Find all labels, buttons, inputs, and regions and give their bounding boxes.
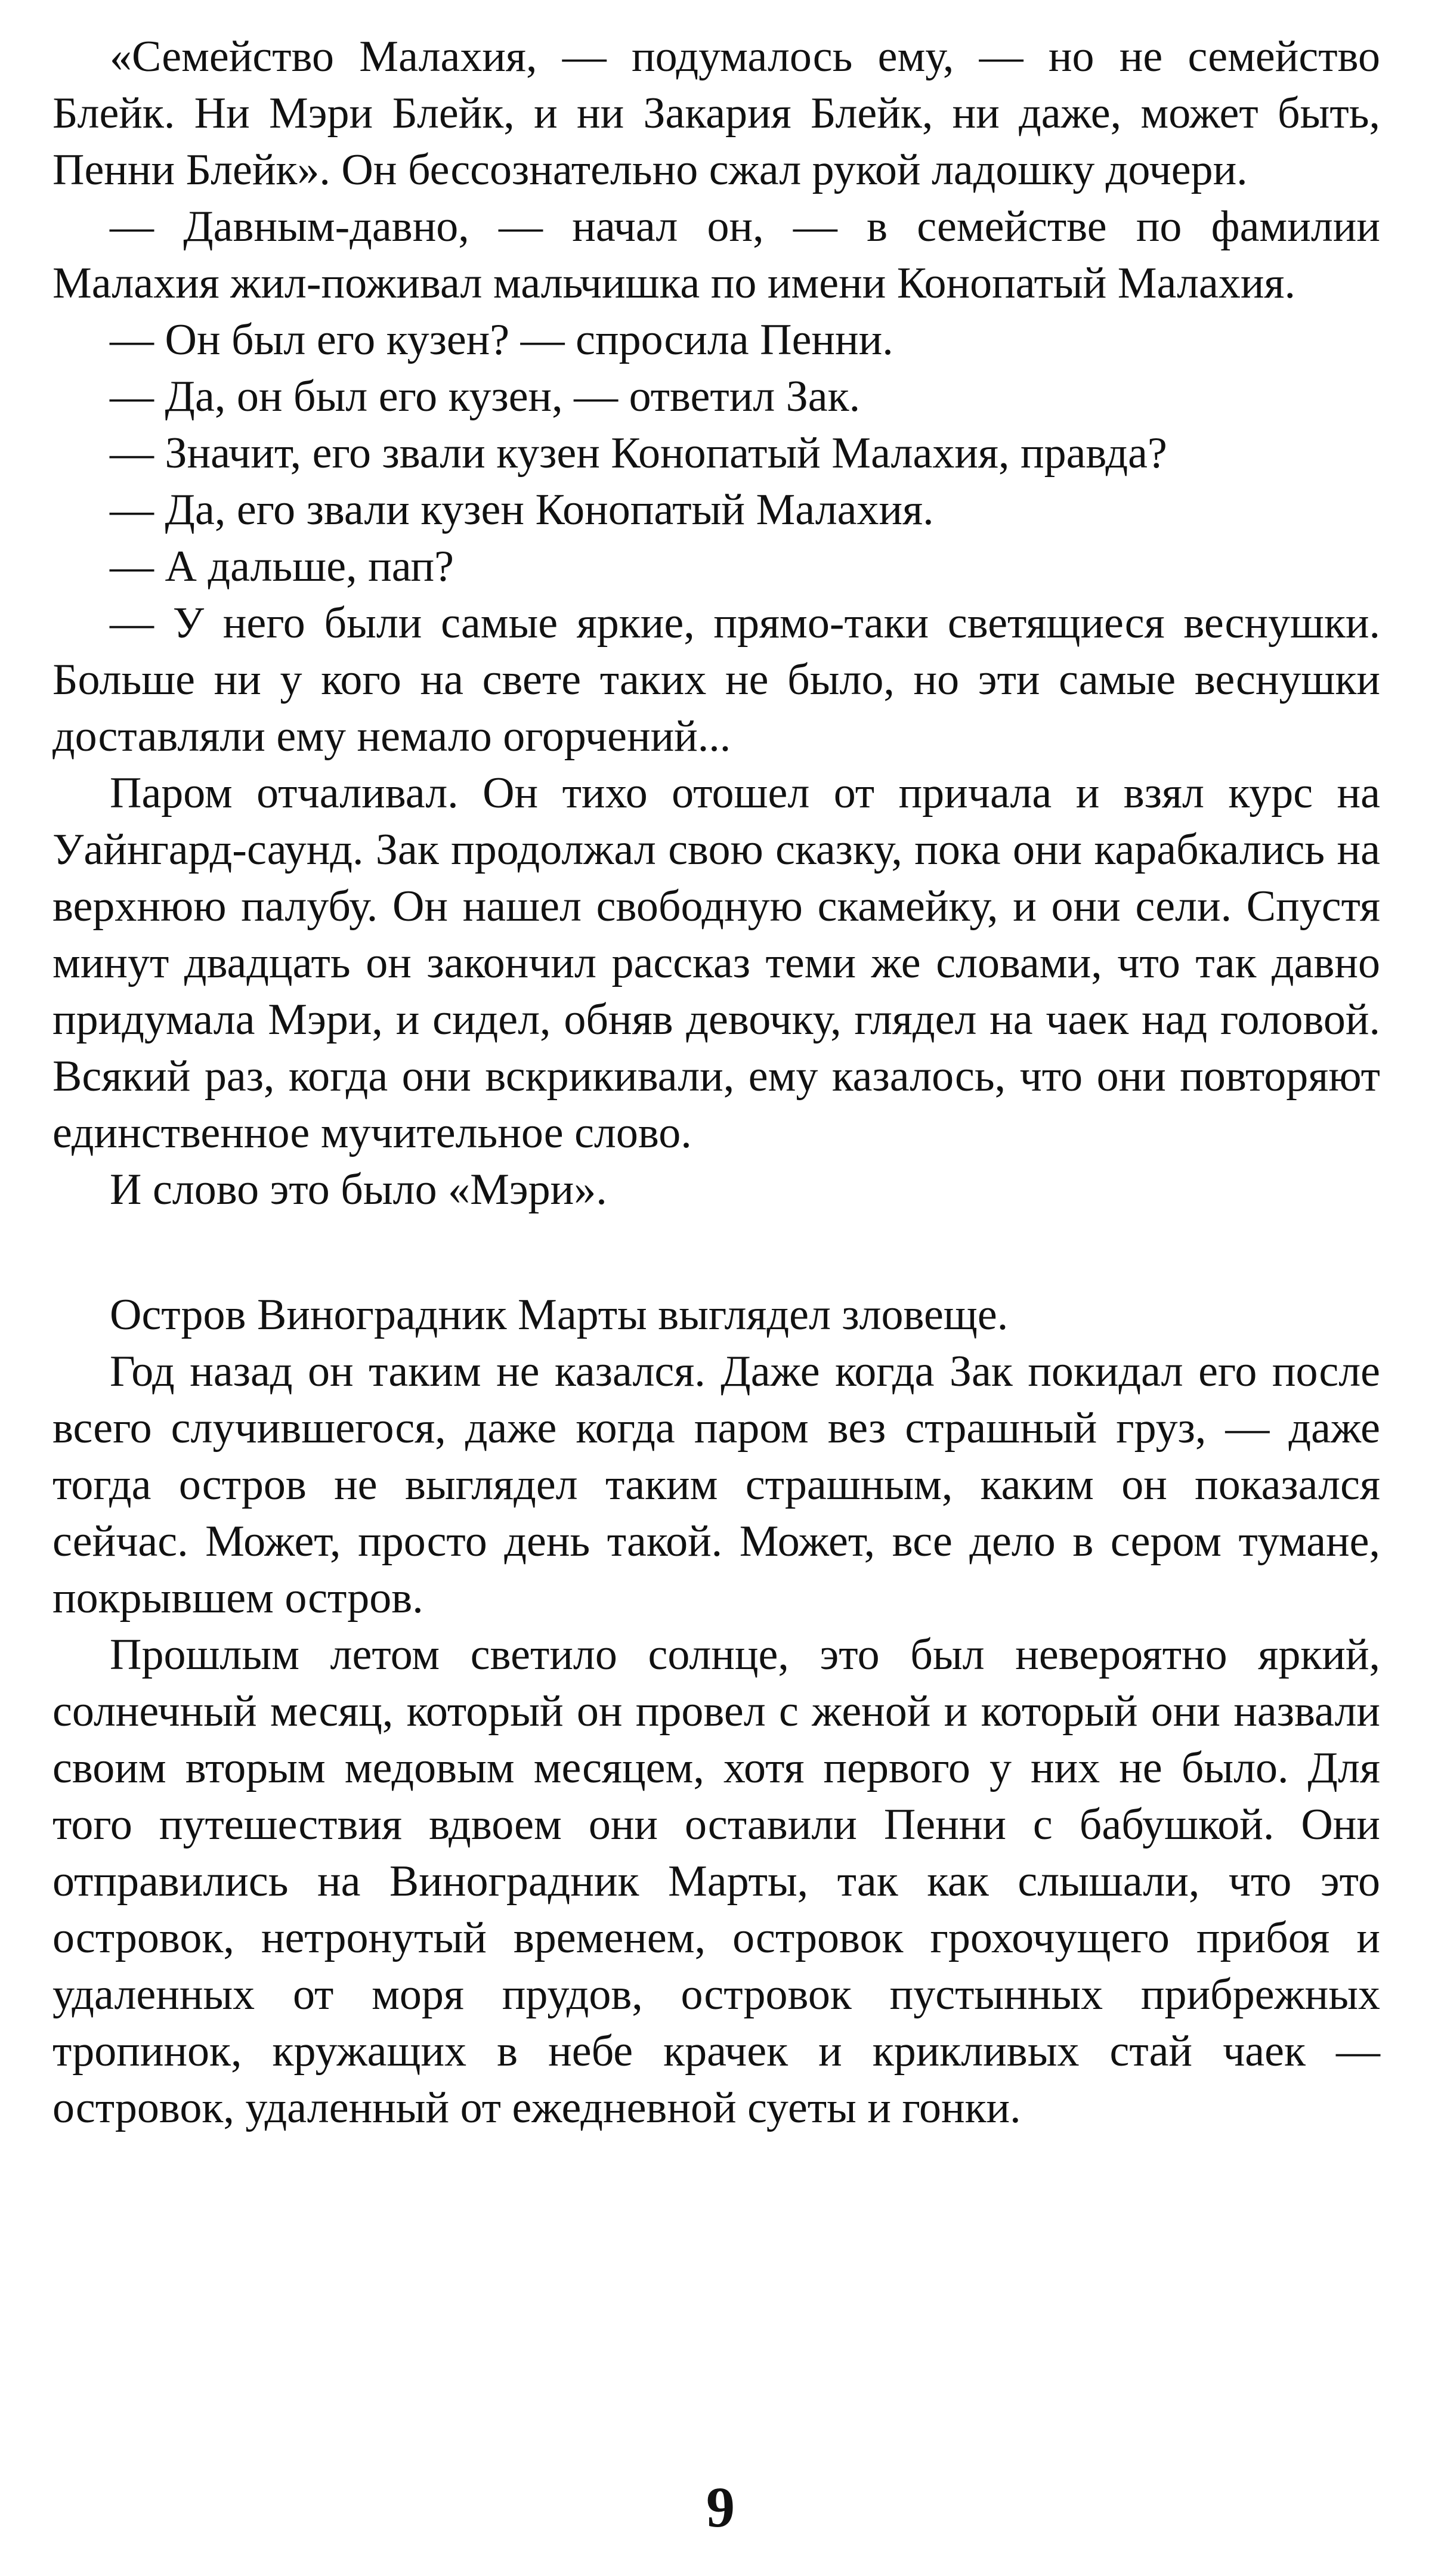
paragraph: Год назад он таким не казался. Даже когда Зак покидал его после всего случившегося, даже когда паром вез страшный груз, — даже тогда остров не выглядел таким страшным, каким он показался сейчас. Может, просто день такой. Может, все дело в сером тумане, покрывшем остров. [52,1347,1380,1623]
paragraph: И слово это было «Мэри». [110,1165,607,1214]
paragraph: — А дальше, пап? [110,542,454,591]
paragraph: Прошлым летом светило солнце, это был невероятно яркий, солнечный месяц, который он провел с женой и который они назвали своим вторым медовым месяцем, хотя первого у них не было. Для того путешествия вдвоем они оставили Пенни с бабушкой. Они отправились на Виноградник Марты, так как слышали, что это островок, нетронутый временем, островок грохочущего прибоя и удаленных от моря прудов, островок пустынных прибрежных тропинок, кружащих в небе крачек и крикливых стай чаек — островок, удаленный от ежедневной суеты и гонки. [52,1630,1380,2132]
paragraph: Паром отчаливал. Он тихо отошел от причала и взял курс на Уайнгард-саунд. Зак продолжал свою сказку, пока они карабкались на верхнюю палубу. Он нашел свободную скамейку, и они сели. Спустя минут двадцать он закончил рассказ теми же словами, что так давно придумала Мэри, и сидел, обняв девочку, глядел на чаек над головой. Всякий раз, когда они вскрикивали, ему казалось, что они повторяют единственное мучительное слово. [52,769,1380,1157]
body-text [52,29,1380,2137]
paragraph: — Давным-давно, — начал он, — в семействе по фамилии Малахия жил-поживал мальчишка по имени Конопатый Малахия. [52,202,1380,308]
section-first-paragraph: Остров Виноградник Марты выглядел зловеще. [110,1290,1009,1339]
paragraph: — Да, его звали кузен Конопатый Малахия. [110,485,934,534]
page-number: 9 [706,2475,735,2539]
paragraph: — Он был его кузен? — спросила Пенни. [110,315,893,364]
paragraph: — Да, он был его кузен, — ответил Зак. [110,372,861,421]
paragraph: — У него были самые яркие, прямо-таки светящиеся веснушки. Больше ни у кого на свете таких не было, но эти самые веснушки доставляли ему немало огорчений... [52,599,1380,761]
paragraph: «Семейство Малахия, — подумалось ему, — но не семейство Блейк. Ни Мэри Блейк, и ни Закария Блейк, ни даже, может быть, Пенни Блейк». Он бессознательно сжал рукой ладошку дочери. [52,32,1380,194]
paragraph: — Значит, его звали кузен Конопатый Малахия, правда? [110,429,1167,478]
